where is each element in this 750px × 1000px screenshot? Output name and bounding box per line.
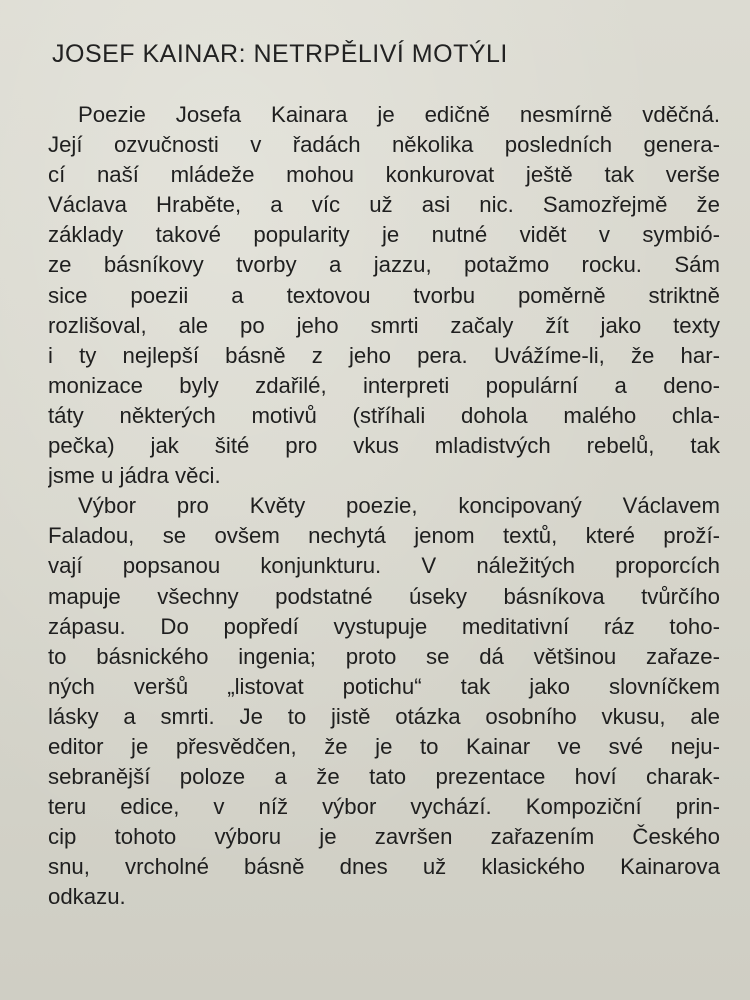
text-line: Výbor pro Květy poezie, koncipovaný Václavem [78, 493, 720, 519]
text-line: sebranější poloze a že tato prezentace hoví charak- [48, 764, 720, 790]
text-line: Poezie Josefa Kainara je edičně nesmírně vděčná. [78, 102, 720, 127]
text-line: sice poezii a textovou tvorbu poměrně striktně [48, 282, 720, 308]
text-line: Václava Hraběte, a víc už asi nic. Samozřejmě že [48, 192, 720, 218]
text-line: zápasu. Do popředí vystupuje meditativní ráz toho- [48, 613, 720, 639]
text-line: vají popsanou konjunkturu. V náležitých proporcích [48, 553, 720, 579]
text-line: Její ozvučnosti v řadách několika posledních genera- [48, 132, 720, 158]
text-line: to básnického ingenia; proto se dá většinou zařaze- [48, 643, 720, 669]
body-text [48, 100, 720, 913]
text-line: ných veršů „listovat potichu“ tak jako slovníčkem [48, 673, 720, 699]
text-line: i ty nejlepší básně z jeho pera. Uvážíme-li, že har- [48, 342, 720, 368]
paragraph-1 [48, 100, 720, 491]
paragraph-2 [48, 491, 720, 912]
text-line: teru edice, v níž výbor vychází. Kompoziční prin- [48, 794, 720, 820]
text-line: editor je přesvědčen, že je to Kainar ve své neju- [48, 733, 720, 759]
text-line: lásky a smrti. Je to jistě otázka osobního vkusu, ale [48, 703, 720, 729]
text-line: základy takové popularity je nutné vidět v symbió- [48, 222, 720, 248]
text-line: pečka) jak šité pro vkus mladistvých rebelů, tak [48, 433, 720, 459]
text-line: rozlišoval, ale po jeho smrti začaly žít jako texty [48, 312, 720, 338]
text-line: snu, vrcholné básně dnes už klasického Kainarova [48, 854, 720, 880]
text-line: ze básníkovy tvorby a jazzu, potažmo rocku. Sám [48, 252, 720, 278]
page-title: JOSEF KAINAR: NETRPĚLIVÍ MOTÝLI [52, 40, 508, 68]
text-line: táty některých motivů (stříhali dohola malého chla- [48, 402, 720, 428]
text-line: monizace byly zdařilé, interpreti populární a deno- [48, 372, 720, 398]
text-line: cí naší mládeže mohou konkurovat ještě tak verše [48, 162, 720, 188]
text-line: odkazu. [48, 884, 126, 910]
text-line: cip tohoto výboru je završen zařazením Českého [48, 824, 720, 850]
text-line: mapuje všechny podstatné úseky básníkova tvůrčího [48, 583, 720, 609]
text-line: Faladou, se ovšem nechytá jenom textů, které proží- [48, 523, 720, 549]
text-line: jsme u jádra věci. [48, 463, 221, 489]
